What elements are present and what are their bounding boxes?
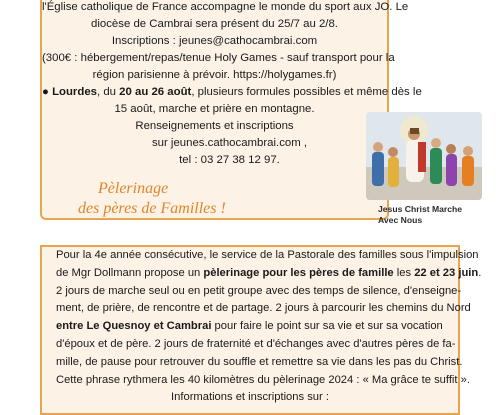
pilgrimage-line — [56, 318, 458, 336]
jo-price-line: (300€ : hébergement/repas/tenue Holy Games - sauf transport pour la — [42, 52, 395, 64]
text-span: les — [393, 266, 415, 279]
lourdes-dates: 20 au 26 août — [119, 86, 192, 98]
pilgrimage-highlight: pèlerinage pour les pères de famille — [203, 266, 394, 279]
bullet-icon: ● — [42, 86, 49, 98]
pilgrimage-line: d'époux et de père. 2 jours de fraternité et d'échanges avec d'autres pères de fa- — [56, 337, 456, 350]
lourdes-line — [42, 84, 422, 101]
pilgrimage-dates: 22 et 23 juin — [414, 266, 479, 279]
text-span: de Mgr Dollmann propose un — [56, 266, 204, 279]
pilgrimage-line: 2 jours de marche seul ou en petit groupe avec des temps de silence, d'enseigne- — [56, 284, 462, 297]
illustration-image — [366, 112, 482, 200]
jo-text-line: l'Église catholique de France accompagne le monde du sport aux JO. Le — [42, 1, 409, 13]
jo-website-line[interactable]: région parisienne à prévoir. https://holygames.fr) — [92, 69, 337, 81]
section-title-line-1: Pèlerinage — [98, 180, 169, 197]
pilgrimage-line — [56, 265, 482, 283]
jo-dates-line: diocèse de Cambrai sera présent du 25/7 au 2/8. — [91, 18, 338, 30]
caption-line-2: Avec Nous — [378, 215, 423, 225]
jo-inscriptions-line[interactable]: Inscriptions : jeunes@cathocambrai.com — [111, 35, 318, 47]
pilgrimage-line: mille, de pause pour retrouver du souffle et remettre sa vie dans les pas du Christ. — [56, 355, 463, 368]
pilgrimage-info-box — [40, 245, 482, 415]
lourdes-label: Lourdes — [52, 86, 97, 98]
lourdes-info-line: Renseignements et inscriptions — [135, 120, 294, 132]
pilgrimage-line: ment, de prière, de rencontre et de partage. 2 jours à parcourir les chemins du Nord — [56, 302, 471, 315]
text-span: . — [478, 266, 482, 279]
lourdes-rest: , plusieurs formules possibles et même dès le — [191, 86, 422, 98]
pilgrimage-line: Pour la 4e année consécutive, le service de la Pastorale des familles sous l'impulsion — [56, 249, 479, 261]
lourdes-detail-line: 15 août, marche et prière en montagne. — [114, 103, 315, 115]
jesus-walking-illustration — [366, 112, 482, 200]
caption-line-1: Jesus Christ Marche — [378, 204, 463, 214]
text-span: pour faire le point sur sa vie et sur sa vocation — [211, 320, 443, 333]
lourdes-sep: , du — [97, 86, 120, 98]
section-title-line-2: des pères de Familles ! — [78, 200, 226, 217]
lourdes-phone-line: tel : 03 27 38 12 97. — [179, 154, 280, 166]
pilgrimage-line: Cette phrase rythmera les 40 kilomètres du pèlerinage 2024 : « Ma grâce te suffit ». — [56, 373, 470, 386]
illustration-caption — [378, 204, 462, 226]
lourdes-website-line[interactable]: sur jeunes.cathocambrai.com , — [151, 137, 308, 149]
pilgrimage-info-line: Informations et inscriptions sur : — [171, 391, 329, 404]
pilgrimage-route: entre Le Quesnoy et Cambrai — [56, 320, 212, 333]
